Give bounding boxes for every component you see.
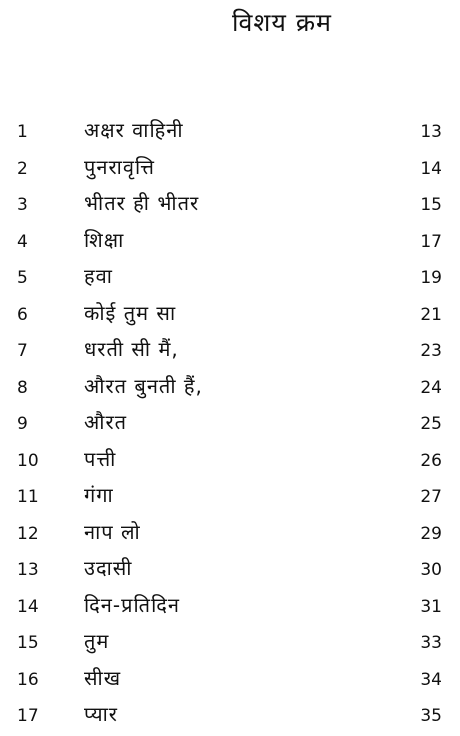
entry-title: उदासी bbox=[84, 556, 133, 580]
entry-number: 9 bbox=[17, 414, 28, 434]
entry-page-number: 23 bbox=[420, 341, 442, 361]
entry-title: पुनरावृत्ति bbox=[84, 154, 155, 179]
entry-page-number: 24 bbox=[420, 377, 442, 398]
entry-number: 12 bbox=[17, 523, 39, 544]
toc-entry bbox=[0, 444, 460, 481]
entry-title: औरत bbox=[84, 410, 128, 434]
toc-entry bbox=[0, 407, 460, 444]
toc-entry bbox=[0, 371, 460, 408]
entry-number: 17 bbox=[17, 706, 39, 726]
entry-title: भीतर ही भीतर bbox=[84, 191, 200, 215]
entry-page-number: 34 bbox=[420, 669, 442, 690]
entry-page-number: 14 bbox=[420, 158, 442, 179]
entry-title: प्यार bbox=[84, 702, 118, 726]
entry-number: 6 bbox=[17, 304, 28, 325]
toc-entry bbox=[0, 626, 460, 663]
toc-entry bbox=[0, 517, 460, 554]
entry-page-number: 13 bbox=[420, 122, 442, 142]
entry-number: 16 bbox=[17, 669, 39, 690]
entry-number: 11 bbox=[17, 487, 39, 507]
entry-page-number: 27 bbox=[420, 487, 442, 507]
entry-title: गंगा bbox=[84, 483, 114, 507]
toc-entry bbox=[0, 590, 460, 627]
entry-title: हवा bbox=[84, 264, 113, 288]
entry-page-number: 30 bbox=[420, 560, 442, 580]
entry-page-number: 35 bbox=[420, 706, 442, 726]
entry-number: 10 bbox=[17, 450, 39, 471]
entry-number: 2 bbox=[17, 158, 28, 179]
toc-entry bbox=[0, 334, 460, 371]
entry-title: तुम bbox=[84, 629, 110, 653]
entry-number: 15 bbox=[17, 633, 39, 653]
entry-title: धरती सी मैं, bbox=[84, 337, 179, 361]
entry-title: दिन-प्रतिदिन bbox=[84, 592, 180, 617]
toc-entry bbox=[0, 663, 460, 700]
entry-page-number: 26 bbox=[420, 450, 442, 471]
entry-number: 1 bbox=[17, 122, 28, 142]
toc-entry bbox=[0, 699, 460, 736]
entry-title: अक्षर वाहिनी bbox=[84, 118, 184, 142]
toc-entry bbox=[0, 152, 460, 189]
table-of-contents bbox=[0, 115, 460, 736]
entry-page-number: 19 bbox=[420, 268, 442, 288]
entry-page-number: 15 bbox=[420, 195, 442, 215]
toc-entry bbox=[0, 298, 460, 335]
entry-title: पत्ती bbox=[84, 446, 117, 471]
entry-page-number: 33 bbox=[420, 633, 442, 653]
entry-title: औरत बुनती हैं, bbox=[84, 373, 203, 398]
entry-title: शिक्षा bbox=[84, 227, 125, 252]
entry-page-number: 21 bbox=[420, 304, 442, 325]
page-title: विशय क्रम bbox=[232, 8, 332, 37]
entry-number: 5 bbox=[17, 268, 28, 288]
entry-number: 7 bbox=[17, 341, 28, 361]
entry-page-number: 31 bbox=[420, 596, 442, 617]
entry-page-number: 17 bbox=[420, 231, 442, 252]
toc-entry bbox=[0, 553, 460, 590]
entry-number: 4 bbox=[17, 231, 28, 252]
toc-entry bbox=[0, 188, 460, 225]
entry-number: 13 bbox=[17, 560, 39, 580]
toc-entry bbox=[0, 261, 460, 298]
toc-entry bbox=[0, 480, 460, 517]
toc-entry bbox=[0, 225, 460, 262]
entry-page-number: 29 bbox=[420, 523, 442, 544]
entry-title: सीख bbox=[84, 665, 122, 690]
entry-page-number: 25 bbox=[420, 414, 442, 434]
entry-title: नाप लो bbox=[84, 519, 141, 544]
entry-title: कोई तुम सा bbox=[84, 300, 177, 325]
entry-number: 8 bbox=[17, 377, 28, 398]
entry-number: 3 bbox=[17, 195, 28, 215]
entry-number: 14 bbox=[17, 596, 39, 617]
toc-entry bbox=[0, 115, 460, 152]
